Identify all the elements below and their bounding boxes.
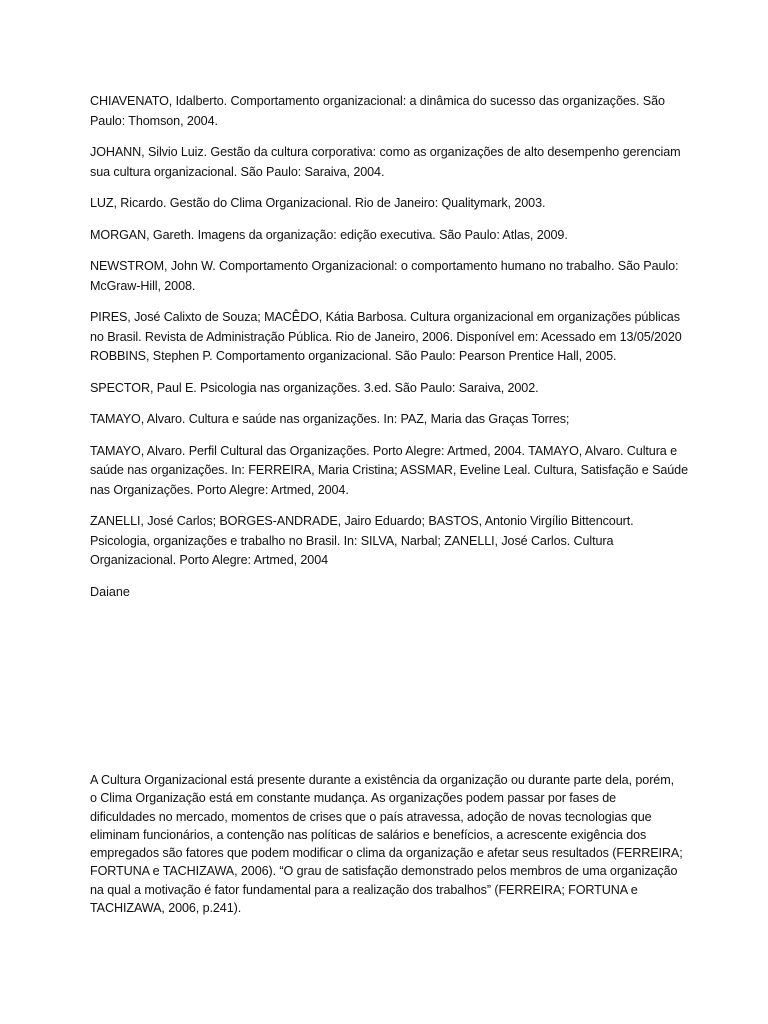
reference-entry: TAMAYO, Alvaro. Cultura e saúde nas organizações. In: PAZ, Maria das Graças Torres; [90,412,570,426]
reference-entry: SPECTOR, Paul E. Psicologia nas organizações. 3.ed. São Paulo: Saraiva, 2002. [90,380,539,395]
reference-entry: PIRES, José Calixto de Souza; MACÊDO, Kátia Barbosa. Cultura organizacional em organizações públicas no Brasil. Revista de Administração Pública. Rio de Janeiro, 2006. Disponível em: Acessado em 13/05/2020 ROBBINS, Stephen P. Comportamento organizacional. São Paulo: Pearson Prentice Hall, 2005. [90,310,682,363]
reference-entry: MORGAN, Gareth. Imagens da organização: edição executiva. São Paulo: Atlas, 2009. [90,227,568,242]
reference-list [90,92,690,602]
reference-entry: ZANELLI, José Carlos; BORGES-ANDRADE, Jairo Eduardo; BASTOS, Antonio Virgílio Bittencourt. Psicologia, organizações e trabalho no Brasil. In: SILVA, Narbal; ZANELLI, José Carlos. Cultura Organizacional. Porto Alegre: Artmed, 2004 [90,514,634,567]
reference-entry: TAMAYO, Alvaro. Perfil Cultural das Organizações. Porto Alegre: Artmed, 2004. TAMAYO, Alvaro. Cultura e saúde nas organizações. In: FERREIRA, Maria Cristina; ASSMAR, Eveline Leal. Cultura, Satisfação e Saúde nas Organizações. Porto Alegre: Artmed, 2004. [90,443,688,497]
reference-entry: JOHANN, Silvio Luiz. Gestão da cultura corporativa: como as organizações de alto desempenho gerenciam sua cultura organizacional. São Paulo: Saraiva, 2004. [90,145,681,179]
reference-entry: NEWSTROM, John W. Comportamento Organizacional: o comportamento humano no trabalho. São Paulo: McGraw-Hill, 2008. [90,259,679,293]
reference-entry: CHIAVENATO, Idalberto. Comportamento organizacional: a dinâmica do sucesso das organizações. São Paulo: Thomson, 2004. [90,94,665,128]
body-paragraph: A Cultura Organizacional está presente durante a existência da organização ou durante parte dela, porém, o Clima Organização está em constante mudança. As organizações podem passar por fases de dificuldades no mercado, momentos de crises que o país atravessa, adoção de novas tecnologias que eliminam funcionários, a contenção nas políticas de salários e benefícios, a acrescente exigência dos empregados são fatores que podem modificar o clima da organização e afetar seus resultados (FERREIRA; FORTUNA e TACHIZAWA, 2006). “O grau de satisfação demonstrado pelos membros de uma organização na qual a motivação é fator fundamental para a realização dos trabalhos” (FERREIRA; FORTUNA e TACHIZAWA, 2006, p.241). [90,773,683,916]
author-signature: Daiane [90,584,130,599]
reference-entry: LUZ, Ricardo. Gestão do Clima Organizacional. Rio de Janeiro: Qualitymark, 2003. [90,196,546,210]
